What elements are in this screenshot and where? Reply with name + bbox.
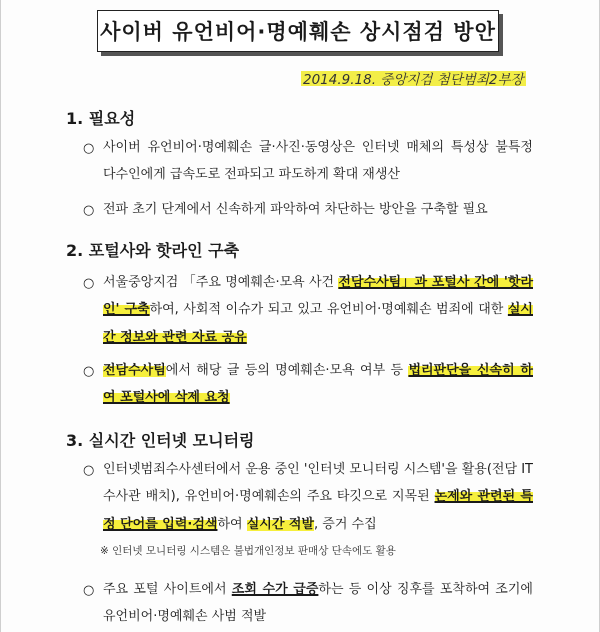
document-title-box: [97, 10, 499, 52]
highlighted-phrase: 실시간 적발: [246, 516, 315, 532]
text-run: 주요 포털 사이트에서: [103, 582, 232, 597]
section-heading-2: 2. 포털사와 핫라인 구축: [66, 241, 240, 260]
text-run: 서울중앙지검 「주요 명예훼손·모욕 사건: [103, 275, 339, 290]
section-3-item-2: [103, 576, 533, 631]
text-run: 인터넷범죄수사센터에서 운용 중인 '인터넷 모니터링 시스템'을 활용(전담 IT수사관 배치), 유언비어·명예훼손의 주요 타깃으로 지목된: [103, 462, 533, 505]
highlighted-phrase: 실시간 정보와 관련 자료 공유: [103, 302, 533, 345]
section-2-item-2: [103, 357, 533, 412]
highlighted-phrase: 법리판단을 신속히 하여 포털사에 삭제 요청: [103, 363, 533, 406]
highlighted-phrase: 전담수사팀: [103, 363, 166, 378]
footnote: ※ 인터넷 모니터링 시스템은 불법개인정보 판매상 단속에도 활용: [100, 545, 396, 557]
dateline: 2014.9.18. 중앙지검 첨단범죄2부장: [301, 68, 526, 88]
section-2-item-1: [103, 269, 533, 351]
text-run: 하는 등 이상 징후를 포착하여 조기에 유언비어·명예훼손 사범 적발: [103, 582, 533, 625]
section-heading-3: 3. 실시간 인터넷 모니터링: [66, 431, 255, 450]
text-run: 하여: [217, 516, 247, 532]
bullet-icon: ○: [83, 141, 95, 156]
section-heading-1: 1. 필요성: [66, 109, 136, 128]
bullet-icon: ○: [83, 203, 95, 218]
text-run: , 증거 수집: [314, 516, 377, 532]
bullet-icon: ○: [83, 364, 95, 379]
text-run: 하여, 사회적 이슈가 되고 있고 유언비어·명예훼손 범죄에 대한: [149, 302, 508, 318]
highlighted-phrase: 논제와 관련된 특정 단어를 입력·검색: [103, 489, 533, 532]
section-1-item-2: 전파 초기 단계에서 신속하게 파악하여 차단하는 방안을 구축할 필요: [103, 202, 488, 217]
section-3-item-1: [103, 456, 533, 538]
bullet-icon: ○: [83, 583, 95, 598]
text-run: 에서 해당 글 등의 명예훼손·모욕 여부 등: [165, 363, 409, 378]
underlined-phrase: 조회 수가 급증: [231, 582, 319, 597]
document-title: 사이버 유언비어·명예훼손 상시점검 방안: [100, 20, 496, 44]
bullet-icon: ○: [83, 463, 95, 478]
highlighted-phrase: 전담수사팀」과 포털사 간에 '핫라인' 구축: [103, 275, 533, 318]
section-1-item-1: 사이버 유언비어·명예훼손 글·사진·동영상은 인터넷 매체의 특성상 불특정 다수인에게 급속도로 전파되고 파도하게 확대 재생산: [103, 140, 533, 183]
bullet-icon: ○: [83, 276, 95, 291]
